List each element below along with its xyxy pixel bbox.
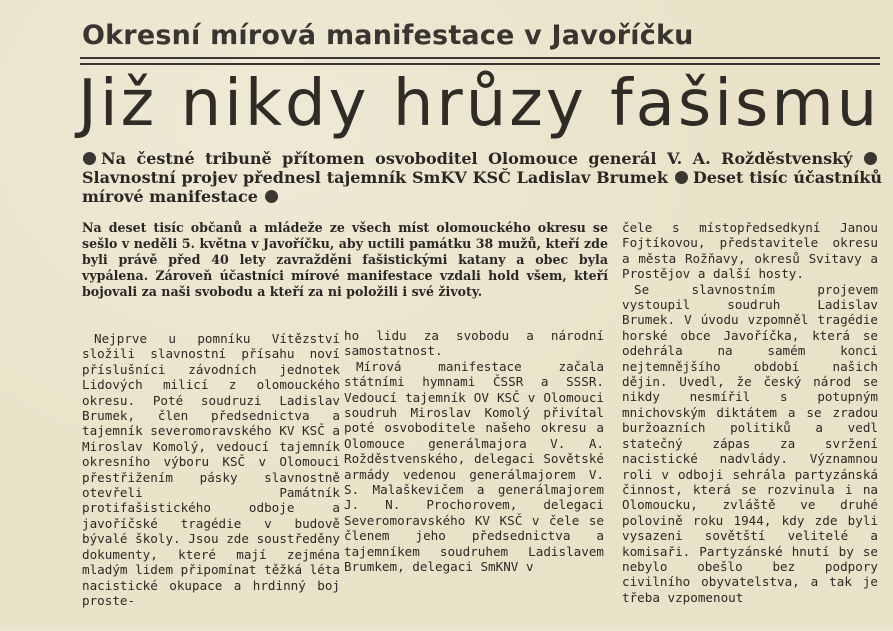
column-3-paragraph-1: čele s místopředsedkyní Janou Fojtíkovou, představitele okresu a města Rožňavy, okresů Svitavy a Prostějov a další hosty. bbox=[622, 220, 878, 282]
article-lead-paragraph: Na deset tisíc občanů a mládeže ze všech míst olomouckého okresu se sešlo v neděli 5. května v Javoříčku, aby uctili památku 38 mužů, kteří zde byli právě před 40 lety zavražděni fašistickými katany a obec byla vypálena. Zároveň účastníci mírové manifestace vzdali hold všem, kteří bojovali za naši svobodu a kteří za ni položili i své životy. bbox=[82, 220, 608, 299]
article-subhead bbox=[82, 149, 882, 209]
column-2-paragraph-2: Mírová manifestace začala státními hymnami ČSSR a SSSR. Vedoucí tajemník OV KSČ v Olomouci soudruh Miroslav Komolý přivítal poté osvoboditele našeho okresu a Olomouce generálmajora V. A. Rožděstvenského, delegaci Sovětské armády vedenou generálmajorem V. S. Malaškevičem a generálmajorem J. N. Prochorovem, delegaci Severomoravského KV KSČ v čele se členem jeho předsednictva a tajemníkem soudruhem Ladislavem Brumkem, delegaci SmKNV v bbox=[344, 358, 604, 575]
bullet-dot-icon bbox=[83, 152, 96, 165]
bullet-dot-icon bbox=[864, 152, 877, 165]
bullet-dot-icon bbox=[265, 190, 278, 203]
column-2-paragraph-1: ho lidu za svobodu a národní samostatnost. bbox=[344, 328, 604, 359]
column-3-paragraph-2: Se slavnostním projevem vystoupil soudruh Ladislav Brumek. V úvodu vzpomněl tragédie horské obce Javoříčka, která se odehrála na samém konci nejtemnějšího období našich dějin. Uvedl, že český národ se nikdy nesmířil s potupným mnichovským diktátem a se zradou buržoazních politiků a vedl statečný zápas za svržení nacistické nadvlády. Významnou roli v odboji sehrála partyzánská činnost, která se rozvinula i na Olomoucku, zvláště ve druhé polovině roku 1944, kdy zde byli vysazeni sovětští velitelé a komisaři. Partyzánské hnutí by se nebylo obešlo bez podpory civilního obyvatelstva, a tak je třeba vzpomenout bbox=[622, 281, 878, 605]
subhead-part-1: Na čestné tribuně přítomen osvoboditel Olomouce generál V. A. Rožděstvenský bbox=[101, 149, 853, 168]
article-column-3 bbox=[622, 220, 878, 630]
column-1-paragraph: Nejprve u pomníku Vítězství složili slavnostní přísahu noví příslušníci závodních jednotek Lidových milicí z olomouckého okresu. Poté soudruzi Ladislav Brumek, člen předsednictva a tajemník severomoravského KV KSČ a Miroslav Komolý, vedoucí tajemník okresního výboru KSČ v Olomouci přestřižením pásky slavnostně otevřeli Památník protifašistického odboje a javoříčské tragédie v budově bývalé školy. Jsou zde soustředěny dokumenty, které mají zejména mladým lidem připomínat těžká léta nacistické okupace a hrdinný boj proste- bbox=[82, 331, 340, 608]
bullet-dot-icon bbox=[675, 171, 688, 184]
article-column-1 bbox=[82, 331, 340, 631]
article-column-2 bbox=[344, 328, 604, 628]
subhead-part-2: Slavnostní projev přednesl tajemník SmKV KSČ Ladislav Brumek bbox=[82, 168, 668, 187]
article-headline: Již nikdy hrůzy fašismu bbox=[78, 67, 881, 141]
article-kicker: Okresní mírová manifestace v Javoříčku bbox=[82, 20, 694, 51]
subhead-part-3: Deset tisíc účastníků mírové manifestace bbox=[82, 168, 883, 206]
kicker-rule-top bbox=[80, 57, 880, 59]
